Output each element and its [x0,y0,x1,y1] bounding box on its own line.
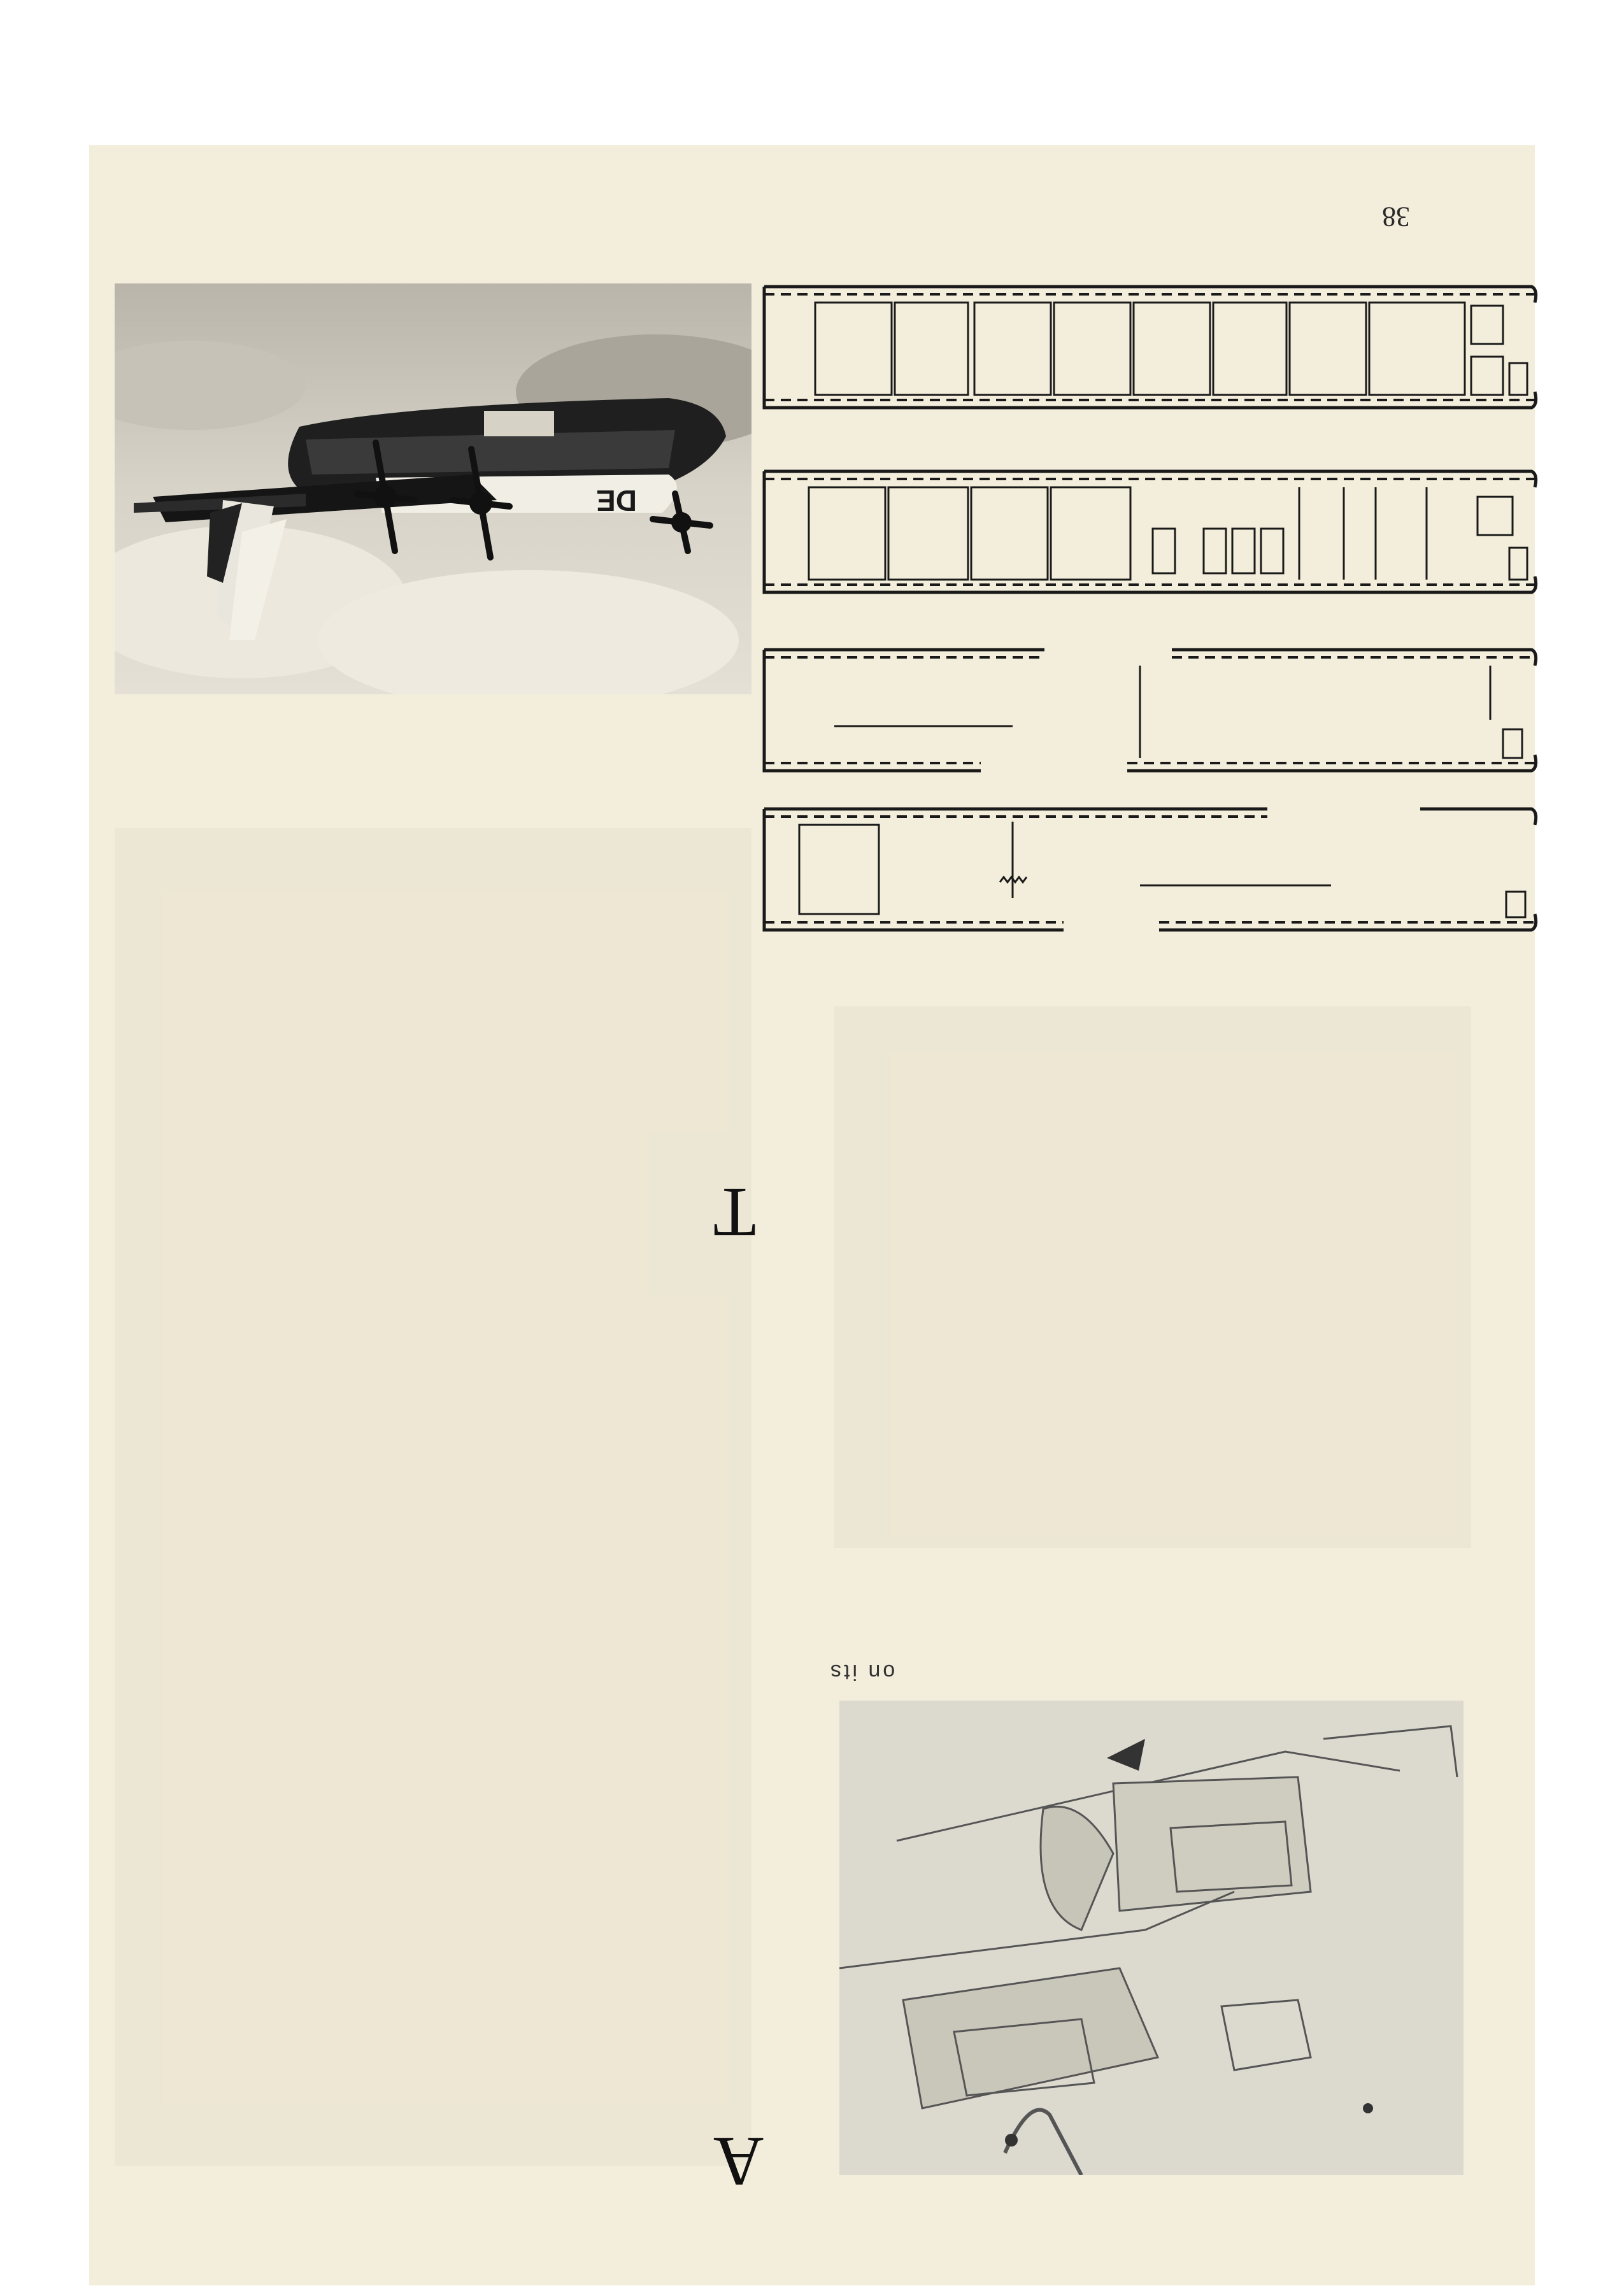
drop-cap-t: T [713,1174,757,1252]
caption-fragment: on its [828,1660,895,1684]
drop-cap-a: A [713,2123,764,2201]
page-number: 38 [1382,201,1410,232]
show-through-right-column [834,1006,1471,1548]
deck-plan-3 [764,650,1536,771]
livery-text: DE [596,484,637,517]
deck-plans [758,274,1541,962]
deck-plan-1 [764,287,1536,408]
deck-plan-4 [764,809,1536,930]
show-through-left-column [115,828,751,2166]
deck-plan-2 [764,471,1536,592]
loading-photo [839,1701,1464,2175]
aircraft-photo [115,283,751,694]
